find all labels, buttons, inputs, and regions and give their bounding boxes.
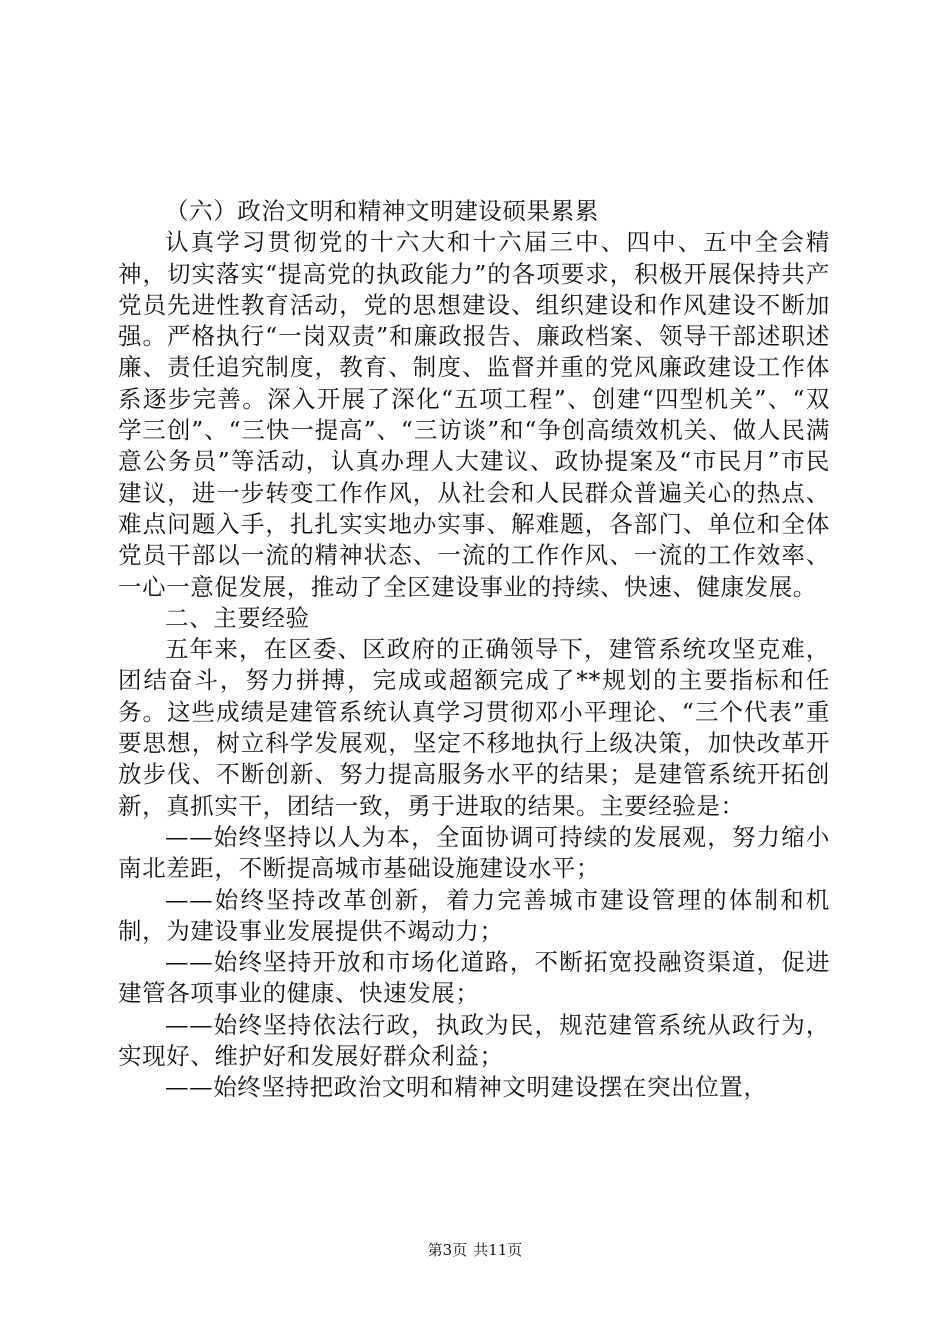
experience-list-item: ——始终坚持把政治文明和精神文明建设摆在突出位置， [165, 1073, 768, 1102]
page-total: 共11页 [473, 1241, 523, 1259]
experience-list-item: ——始终坚持改革创新，着力完善城市建设管理的体制和机制，为建设事业发展提供不竭动力； [118, 885, 830, 945]
section-heading-main-experience: 二、主要经验 [165, 603, 310, 632]
experience-list-item: ——始终坚持以人为本，全面协调可持续的发展观，努力缩小南北差距，不断提高城市基础设施建设水平； [118, 822, 830, 883]
experience-list-item: ——始终坚持开放和市场化道路，不断拓宽投融资渠道，促进建管各项事业的健康、快速发展； [118, 948, 830, 1008]
body-paragraph: 认真学习贯彻党的十六大和十六届三中、四中、五中全会精神，切实落实“提高党的执政能力”的各项要求，积极开展保持共产党员先进性教育活动，党的思想建设、组织建设和作风建设不断加强。严格执行“一岗双责”和廉政报告、廉政档案、领导干部述职述廉、责任追究制度，教育、制度、监督并重的党风廉政建设工作体系逐步完善。深入开展了深化“五项工程”、创建“四型机关”、“双学三创”、“三快一提高”、“三访谈”和“争创高绩效机关、做人民满意公务员”等活动，认真办理人大建议、政协提案及“市民月”市民建议，进一步转变工作作风，从社会和人民群众普遍关心的热点、难点问题入手，扎扎实实地办实事、解难题，各部门、单位和全体党员干部以一流的精神状态、一流的工作作风、一流的工作效率、一心一意促发展，推动了全区建设事业的持续、快速、健康发展。 [118, 228, 830, 601]
page-number: 第3页 [427, 1241, 468, 1259]
experience-list-item: ——始终坚持依法行政，执政为民，规范建管系统从政行为，实现好、维护好和发展好群众利益； [118, 1010, 830, 1071]
page-footer [0, 1240, 950, 1260]
document-body [118, 196, 830, 1104]
body-paragraph: 五年来，在区委、区政府的正确领导下，建管系统攻坚克难，团结奋斗，努力拼搏，完成或超额完成了**规划的主要指标和任务。这些成绩是建管系统认真学习贯彻邓小平理论、“三个代表”重要思想，树立科学发展观，坚定不移地执行上级决策，加快改革开放步伐、不断创新、努力提高服务水平的结果；是建管系统开拓创新，真抓实干，团结一致，勇于进取的结果。主要经验是： [118, 635, 830, 820]
section-heading-political-civilization: （六）政治文明和精神文明建设硕果累累 [165, 197, 599, 225]
